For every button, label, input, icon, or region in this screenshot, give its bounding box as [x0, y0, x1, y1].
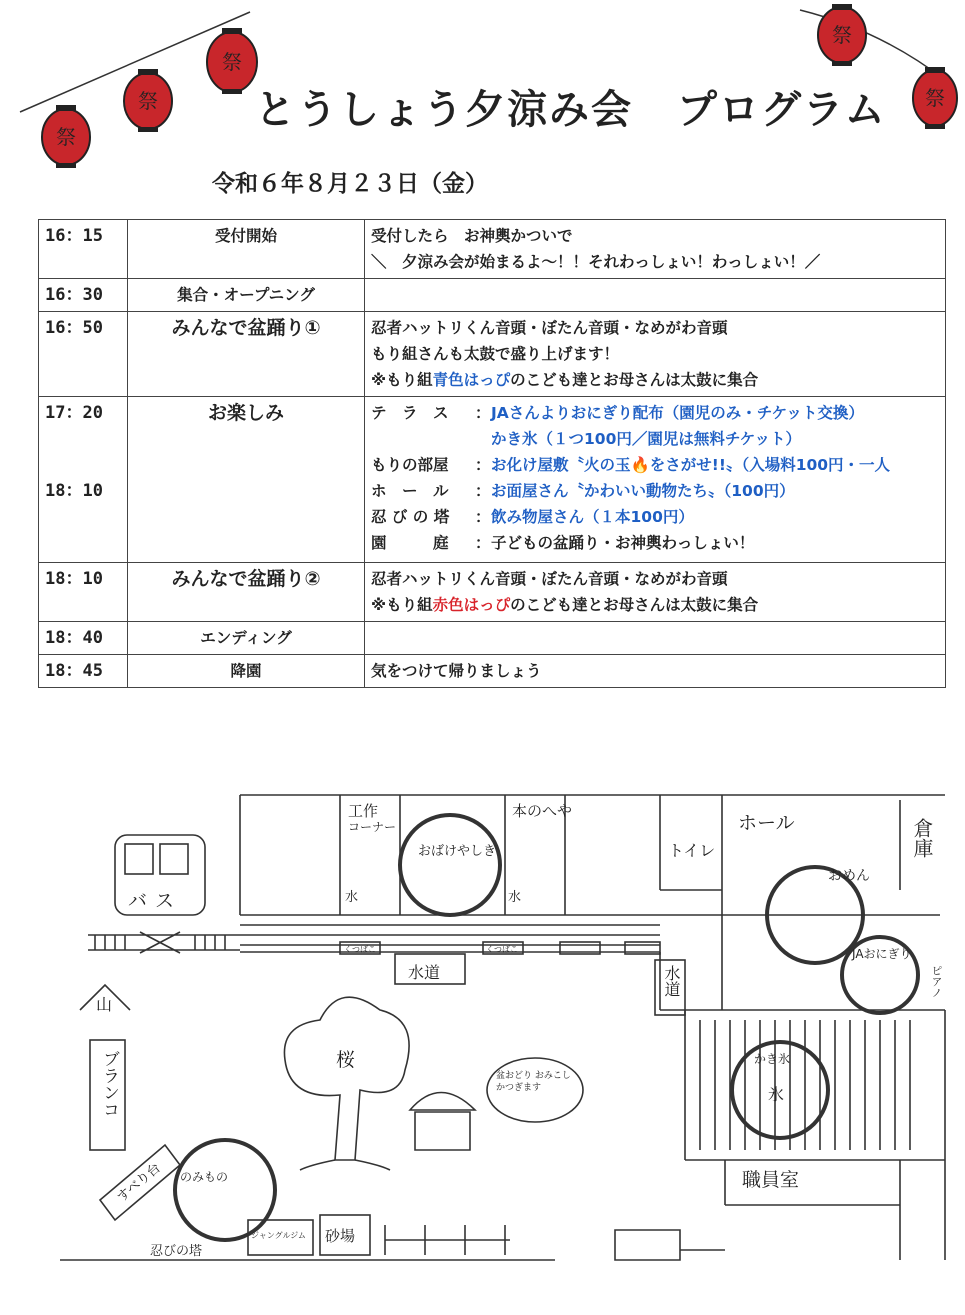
activity-sep: ： — [475, 456, 491, 474]
suidou-label-2: 水道 — [662, 965, 681, 997]
toilet-label: トイレ — [668, 841, 716, 860]
jungle-label: ジャングルジム — [251, 1231, 306, 1240]
kousaku-label: 工作 — [348, 802, 379, 820]
note-prefix: ※もり組 — [371, 371, 433, 389]
mizu-label-2: 水 — [508, 890, 522, 905]
lantern-icon — [913, 67, 957, 129]
activity-line — [371, 452, 939, 478]
omen-label: おめん — [828, 868, 870, 884]
time-cell — [39, 397, 128, 563]
activity-text: かき氷（１つ100円／園児は無料チケット） — [491, 430, 801, 448]
detail-line: もり組さんも太鼓で盛り上げます！ — [371, 345, 620, 363]
activity-line — [371, 530, 939, 556]
activity-text: JAさんよりおにぎり配布（園児のみ・チケット交換） — [491, 404, 864, 422]
table-row — [39, 312, 946, 397]
kakigori-label: かき氷 — [754, 1052, 791, 1066]
shinobi-label: 忍びの塔 — [150, 1244, 203, 1259]
detail-cell — [365, 279, 946, 312]
activity-place: テ ラ ス — [371, 404, 449, 422]
table-row — [39, 563, 946, 622]
red-happi-text: 赤色はっぴ — [432, 596, 511, 614]
koori-label: 氷 — [768, 1085, 785, 1104]
sunaba-label: 砂場 — [325, 1227, 356, 1245]
activity-line — [371, 426, 939, 452]
event-date: 令和６年８月２３日（金） — [212, 171, 488, 197]
hall-label: ホール — [738, 812, 795, 834]
table-row — [39, 397, 946, 563]
lantern-label: 祭 — [832, 23, 852, 47]
activity-place: もりの部屋 — [371, 456, 449, 474]
detail-line: 忍者ハットリくん音頭・ぼたん音頭・なめがわ音頭 — [371, 319, 728, 337]
school-map — [0, 720, 965, 1300]
activity-place: 園 庭 — [371, 534, 449, 552]
detail-cell — [365, 622, 946, 655]
detail-line: 受付したら お神輿かついで — [371, 227, 573, 245]
time-cell: 18：45 — [39, 655, 128, 688]
table-row — [39, 622, 946, 655]
table-row — [39, 279, 946, 312]
activity-text: 子どもの盆踊り・お神輿わっしょい！ — [491, 534, 755, 552]
lantern-label: 祭 — [925, 86, 945, 110]
activity-sep: ： — [475, 508, 491, 526]
time-cell: 18：10 — [39, 563, 128, 622]
time-cell: 18：40 — [39, 622, 128, 655]
ja-label: JAおにぎり — [852, 947, 912, 961]
kutsubako-label: くつばこ — [344, 945, 376, 954]
suberidai-label: すべり台 — [114, 1160, 164, 1206]
item-cell: 受付開始 — [128, 220, 365, 279]
activity-place: ホ ー ル — [371, 482, 449, 500]
detail-cell — [365, 397, 946, 563]
item-cell: みんなで盆踊り① — [128, 312, 365, 397]
shokuinshitsu-label: 職員室 — [742, 1169, 800, 1191]
nomimono-label: のみもの — [180, 1170, 229, 1184]
souko-label: 倉庫 — [910, 818, 934, 858]
item-cell: お楽しみ — [128, 397, 365, 563]
activity-place: 忍 び の 塔 — [371, 508, 450, 526]
lantern-icon — [818, 4, 866, 66]
page-title — [255, 78, 887, 135]
obake-label: おばけやしき — [418, 844, 497, 859]
note-suffix: のこども達とお母さんは太鼓に集合 — [510, 371, 759, 389]
bus-label: バス — [128, 890, 183, 912]
lantern-icon — [42, 105, 90, 168]
lantern-label: 祭 — [56, 125, 76, 149]
activity-sep: ： — [475, 404, 491, 422]
buranko-label: ブランコ — [99, 1050, 119, 1118]
detail-line: 忍者ハットリくん音頭・ぼたん音頭・なめがわ音頭 — [371, 570, 728, 588]
time-cell: 16：50 — [39, 312, 128, 397]
sakura-label: 桜 — [336, 1049, 356, 1071]
detail-cell — [365, 220, 946, 279]
title-program: プログラム — [677, 87, 887, 133]
piano-label: ピアノ — [930, 965, 943, 998]
time-end: 18：10 — [45, 481, 103, 501]
detail-line — [371, 592, 939, 618]
detail-line: ＼ 夕涼み会が始まるよ～！！それわっしょい！わっしょい！／ — [371, 253, 821, 271]
blue-happi-text: 青色はっぴ — [432, 371, 511, 389]
activity-text: 飲み物屋さん（１本100円） — [491, 508, 694, 526]
lantern-label: 祭 — [222, 50, 242, 74]
map-drawing — [0, 720, 965, 1300]
item-cell: エンディング — [128, 622, 365, 655]
item-cell: 降園 — [128, 655, 365, 688]
title-main: とうしょう夕涼み会 — [255, 87, 633, 133]
corner-label: コーナー — [348, 820, 397, 834]
activity-sep: ： — [475, 534, 491, 552]
table-row — [39, 220, 946, 279]
activity-line — [371, 504, 939, 530]
time-cell: 16：15 — [39, 220, 128, 279]
time-start: 17：20 — [45, 403, 103, 423]
detail-cell: 気をつけて帰りましょう — [365, 655, 946, 688]
activity-sep: ： — [475, 482, 491, 500]
kutsubako-label-2: くつばこ — [486, 945, 518, 954]
bon-label: 盆おどり おみこし かつぎます — [496, 1071, 571, 1093]
detail-cell — [365, 563, 946, 622]
activity-text: お面屋さん〝かわいい動物たち〟（100円） — [491, 482, 795, 500]
activity-line — [371, 478, 939, 504]
note-suffix: のこども達とお母さんは太鼓に集合 — [510, 596, 759, 614]
time-cell: 16：30 — [39, 279, 128, 312]
table-row — [39, 655, 946, 688]
detail-line — [371, 367, 939, 393]
activity-text: お化け屋敷〝火の玉🔥をさがせ!!〟（入場料100円・一人 — [491, 456, 891, 474]
note-prefix: ※もり組 — [371, 596, 433, 614]
honnoheya-label: 本のへや — [512, 802, 573, 820]
yama-label: 山 — [96, 995, 113, 1014]
item-cell: みんなで盆踊り② — [128, 563, 365, 622]
activity-line — [371, 400, 939, 426]
suidou-label: 水道 — [408, 963, 441, 982]
detail-cell — [365, 312, 946, 397]
program-table — [38, 219, 946, 688]
lantern-icon — [124, 69, 172, 132]
lantern-label: 祭 — [138, 89, 158, 113]
lantern-icon — [207, 28, 257, 94]
mizu-label: 水 — [345, 890, 359, 905]
item-cell: 集合・オープニング — [128, 279, 365, 312]
